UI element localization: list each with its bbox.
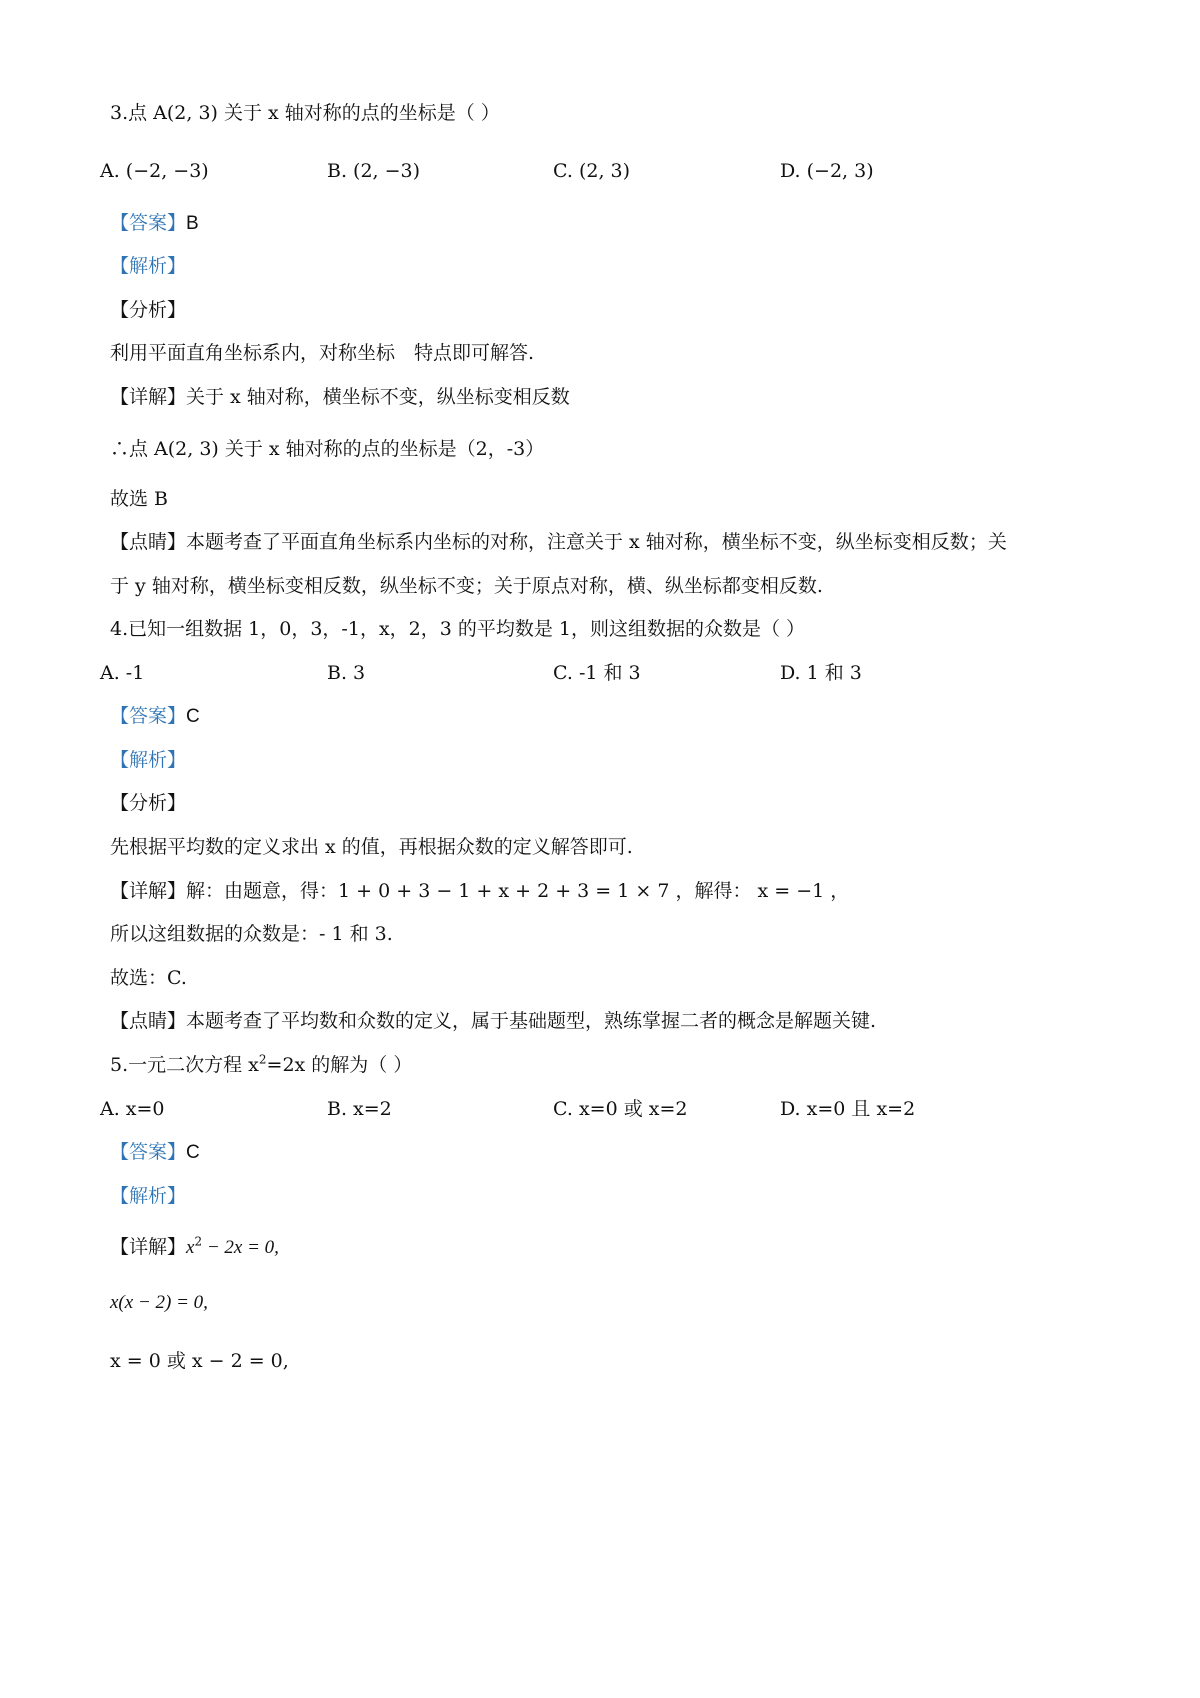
q3-option-b: B. (2, −3) — [327, 160, 421, 182]
q4-detail-text: 解：由题意，得：1 + 0 + 3 − 1 + x + 2 + 3 = 1 × 7 ，解得： x = −1 ， — [186, 880, 850, 902]
q5-step3: x = 0 或 x − 2 = 0, — [110, 1350, 289, 1372]
q4-comment-line — [110, 1008, 876, 1034]
q4-option-d: D. 1 和 3 — [780, 662, 862, 684]
answer-value: C — [186, 706, 200, 727]
q3-detail-text: 关于 x 轴对称，横坐标不变，纵坐标变相反数 — [186, 386, 570, 408]
q4-detail-line — [110, 878, 849, 904]
q5-option-c: C. x=0 或 x=2 — [553, 1098, 688, 1120]
answer-value: B — [186, 213, 199, 234]
q5-stem-before: 5.一元二次方程 x — [110, 1054, 259, 1076]
q3-answer-line — [110, 210, 199, 237]
analysis-tag: 【解析】 — [110, 1185, 187, 1207]
q4-so: 所以这组数据的众数是：- 1 和 3. — [110, 923, 393, 945]
comment-tag: 【点睛】 — [110, 531, 187, 553]
q3-fenxi-text: 利用平面直角坐标系内，对称坐标 特点即可解答. — [110, 342, 535, 364]
fenxi-tag: 【分析】 — [110, 299, 187, 321]
q3-comment-line-2: 于 y 轴对称，横坐标变相反数，纵坐标不变；关于原点对称，横、纵坐标都变相反数. — [110, 575, 823, 597]
q5-stem — [110, 1052, 412, 1078]
q5-step1-sup: 2 — [194, 1234, 203, 1249]
fenxi-tag: 【分析】 — [110, 792, 187, 814]
q5-stem-sup: 2 — [258, 1052, 267, 1067]
q4-choose: 故选：C. — [110, 967, 187, 989]
q3-stem: 3.点 A(2, 3) 关于 x 轴对称的点的坐标是（ ） — [110, 102, 500, 124]
analysis-tag: 【解析】 — [110, 255, 187, 277]
q4-answer-line — [110, 703, 200, 730]
q3-option-d: D. (−2, 3) — [780, 160, 874, 182]
q3-comment-text-1: 本题考查了平面直角坐标系内坐标的对称，注意关于 x 轴对称，横坐标不变，纵坐标变相反数；关 — [186, 531, 1007, 553]
q3-comment-line-1 — [110, 529, 1007, 555]
q5-option-a: A. x=0 — [100, 1098, 165, 1120]
q4-option-a: A. -1 — [100, 662, 145, 684]
q3-option-c: C. (2, 3) — [553, 160, 631, 182]
q4-option-b: B. 3 — [327, 662, 366, 684]
answer-value: C — [186, 1142, 200, 1163]
analysis-tag: 【解析】 — [110, 749, 187, 771]
answer-tag: 【答案】 — [110, 705, 187, 727]
detail-tag: 【详解】 — [110, 1236, 187, 1258]
q5-option-b: B. x=2 — [327, 1098, 392, 1120]
answer-tag: 【答案】 — [110, 212, 187, 234]
q5-stem-after: =2x 的解为（ ） — [266, 1054, 413, 1076]
q4-comment-text: 本题考查了平均数和众数的定义，属于基础题型，熟练掌握二者的概念是解题关键. — [186, 1010, 877, 1032]
q5-answer-line — [110, 1139, 200, 1166]
comment-tag: 【点睛】 — [110, 1010, 187, 1032]
q5-detail-line — [110, 1234, 279, 1261]
q4-option-c: C. -1 和 3 — [553, 662, 641, 684]
q5-step1-after: − 2x = 0, — [202, 1237, 279, 1258]
q3-option-a: A. (−2, −3) — [100, 160, 209, 182]
q5-option-d: D. x=0 且 x=2 — [780, 1098, 916, 1120]
q3-choose: 故选 B — [110, 488, 169, 510]
q3-therefore: ∴点 A(2, 3) 关于 x 轴对称的点的坐标是（2，-3） — [110, 438, 545, 460]
detail-tag: 【详解】 — [110, 386, 187, 408]
q5-step2: x(x − 2) = 0, — [110, 1292, 208, 1313]
q5-step1-before: x — [186, 1237, 195, 1258]
q4-fenxi-text: 先根据平均数的定义求出 x 的值，再根据众数的定义解答即可. — [110, 836, 633, 858]
answer-tag: 【答案】 — [110, 1141, 187, 1163]
detail-tag: 【详解】 — [110, 880, 187, 902]
q3-detail-line — [110, 384, 570, 410]
q4-stem: 4.已知一组数据 1，0，3，-1，x，2，3 的平均数是 1，则这组数据的众数是（ ） — [110, 618, 806, 640]
